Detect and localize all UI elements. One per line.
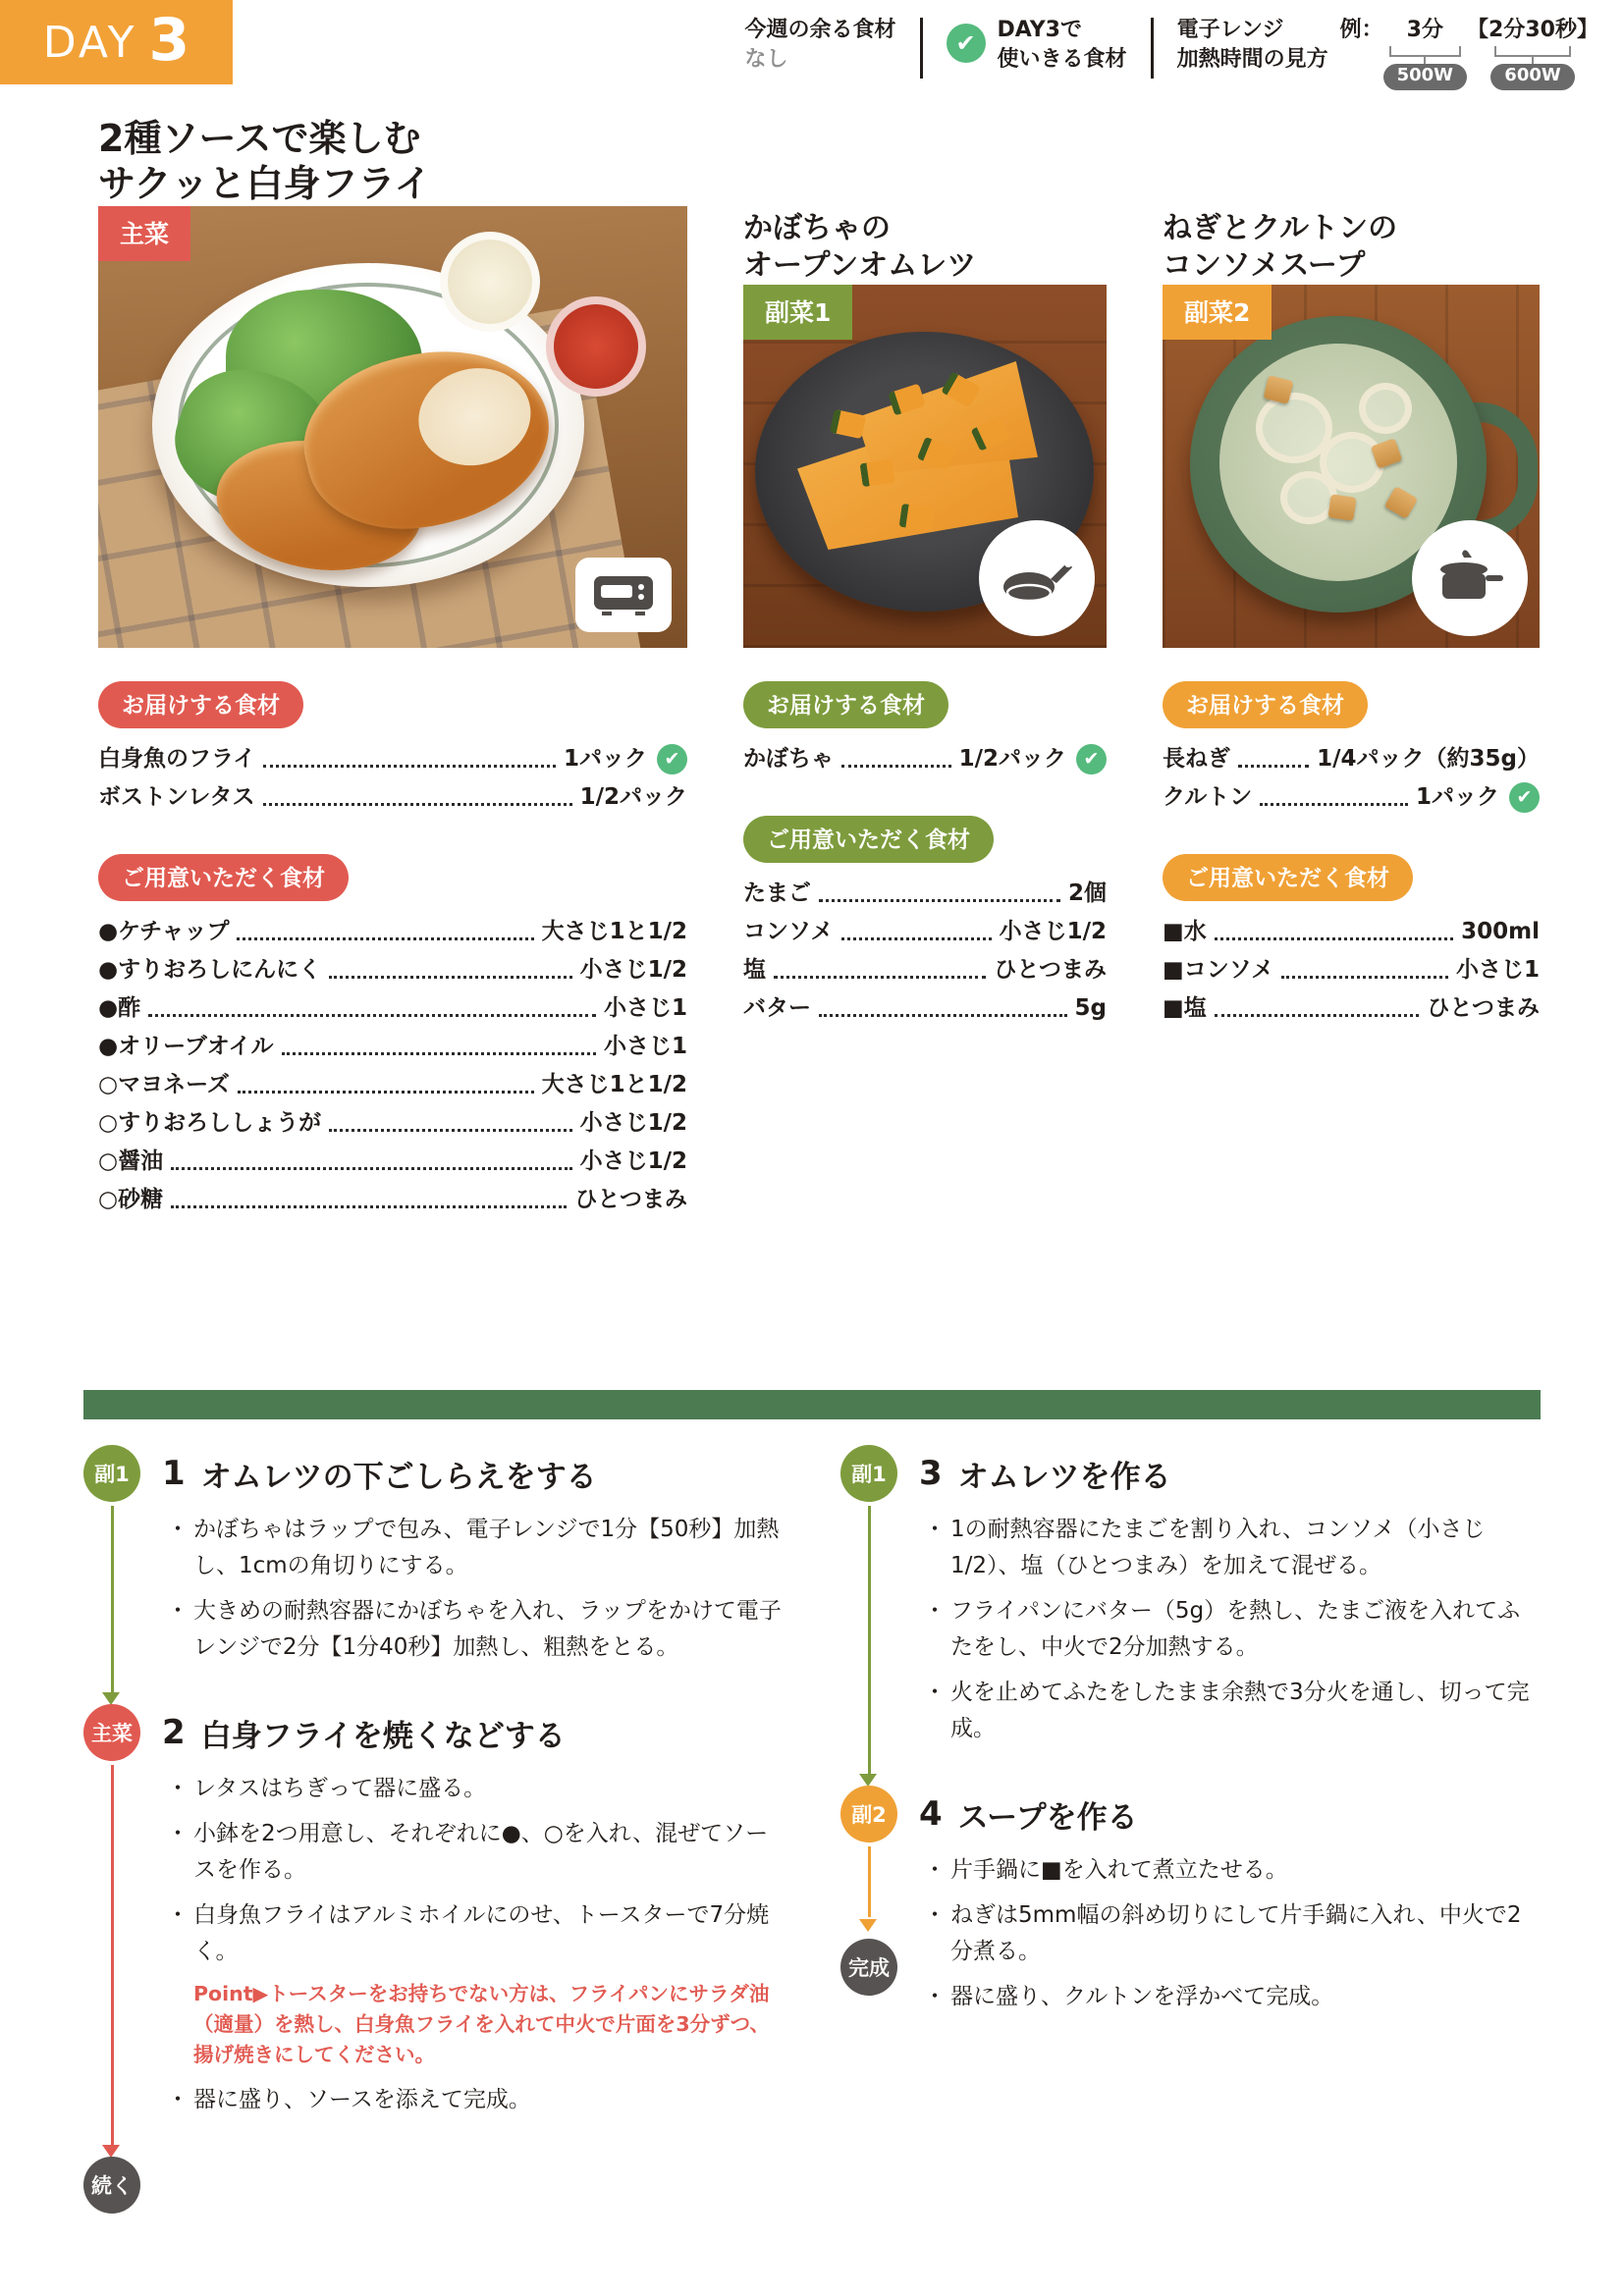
bullet-dot: ・ bbox=[923, 1598, 947, 1624]
ingredient-name: ●オリーブオイル bbox=[98, 1034, 274, 1059]
dotted-leader bbox=[1238, 765, 1309, 768]
ingredient-name: バター bbox=[743, 995, 811, 1021]
step-rail bbox=[83, 1704, 146, 2127]
flow-line bbox=[111, 1765, 114, 2145]
bullet-dot: ・ bbox=[923, 1857, 947, 1883]
section-divider-bar bbox=[83, 1390, 1541, 1419]
step-4 bbox=[840, 1786, 1541, 2024]
step-badge-main: 主菜 bbox=[83, 1704, 140, 1761]
frying-pan-icon bbox=[979, 520, 1095, 636]
microwave-title bbox=[1177, 16, 1328, 75]
step-bullet bbox=[162, 1593, 784, 1666]
ingredient-amount: 大さじ1と1/2 bbox=[541, 1072, 687, 1097]
ingredient-name: ○醤油 bbox=[98, 1148, 164, 1174]
step-2 bbox=[83, 1704, 784, 2127]
microwave-group bbox=[1177, 16, 1598, 90]
bullet-dot: ・ bbox=[166, 1776, 189, 1801]
dotted-leader bbox=[1215, 937, 1453, 940]
dotted-leader bbox=[329, 976, 572, 979]
example-prefix: 例： bbox=[1339, 18, 1383, 42]
deliver-label: お届けする食材 bbox=[743, 681, 948, 728]
step-badge-side2: 副2 bbox=[840, 1786, 897, 1842]
ingredient-amount: 1/4パック（約35g） bbox=[1317, 746, 1540, 772]
title-line: サクッと白身フライ bbox=[98, 162, 432, 205]
flow-line bbox=[868, 1506, 871, 1774]
step-bullet bbox=[162, 1897, 784, 1970]
ingredient-name: たまご bbox=[743, 881, 811, 906]
dish-main bbox=[98, 116, 687, 1219]
ingredient-name: コンソメ bbox=[743, 919, 834, 944]
ingredient-amount: 小さじ1/2 bbox=[579, 1148, 687, 1174]
step-bullet bbox=[162, 2082, 784, 2118]
dotted-leader bbox=[841, 765, 951, 768]
bullet-dot: ・ bbox=[923, 1517, 947, 1542]
point-note bbox=[193, 1979, 784, 2070]
step-bullet bbox=[919, 1675, 1541, 1747]
ingredient-row bbox=[743, 875, 1107, 913]
ingredient-amount: 1/2パック bbox=[958, 746, 1066, 772]
bullet-text: 大きめの耐熱容器にかぼちゃを入れ、ラップをかけて電子レンジで2分【1分40秒】加熱し、粗熱をとる。 bbox=[193, 1598, 782, 1660]
leek-ring-art bbox=[1359, 383, 1412, 434]
leftover-value: なし bbox=[744, 47, 788, 72]
ingredient-row bbox=[98, 1181, 687, 1219]
step-number: 2 bbox=[162, 1713, 186, 1752]
day-number: 3 bbox=[148, 6, 190, 75]
ingredient-name: ●すりおろしにんにく bbox=[98, 957, 322, 983]
ingredient-name: かぼちゃ bbox=[743, 746, 834, 772]
step-number: 3 bbox=[919, 1454, 943, 1493]
bullet-dot: ・ bbox=[166, 2087, 189, 2112]
dish-side2 bbox=[1163, 116, 1540, 1219]
bullet-dot: ・ bbox=[923, 1680, 947, 1705]
step-rail bbox=[840, 1445, 903, 1756]
useup-line1: DAY3で bbox=[997, 18, 1082, 42]
title-line: ねぎとクルトンの bbox=[1163, 211, 1398, 245]
step-rail bbox=[83, 2157, 146, 2214]
prepare-label: ご用意いただく食材 bbox=[98, 854, 349, 901]
bullet-dot: ・ bbox=[166, 1517, 189, 1542]
step-badge-side1: 副1 bbox=[83, 1445, 140, 1502]
point-label: Point▶ bbox=[193, 1982, 269, 2005]
ingredient-row bbox=[98, 951, 687, 989]
ingredient-name: ●酢 bbox=[98, 995, 141, 1021]
example-600-group bbox=[1489, 16, 1577, 90]
useup-group bbox=[947, 16, 1127, 75]
dotted-leader bbox=[237, 937, 533, 940]
dotted-leader bbox=[1260, 803, 1408, 806]
ingredient-name: ■水 bbox=[1163, 919, 1207, 944]
step-heading: スープを作る bbox=[957, 1799, 1138, 1836]
header-info bbox=[745, 16, 1598, 90]
bracket-line bbox=[1389, 46, 1461, 57]
check-icon: ✔ bbox=[657, 744, 687, 774]
bullet-text: 1の耐熱容器にたまごを割り入れ、コンソメ（小さじ1/2）、塩（ひとつまみ）を加えて混ぜる。 bbox=[950, 1517, 1486, 1578]
step-3 bbox=[840, 1445, 1541, 1756]
ingredient-amount: 小さじ1/2 bbox=[999, 919, 1107, 944]
dotted-leader bbox=[819, 899, 1060, 902]
bullet-text: 火を止めてふたをしたまま余熱で3分火を通し、切って完成。 bbox=[950, 1680, 1530, 1741]
header-divider bbox=[1151, 18, 1154, 79]
crouton-art bbox=[1327, 494, 1356, 520]
ingredient-name: ●ケチャップ bbox=[98, 919, 230, 944]
day-badge bbox=[0, 0, 233, 84]
dotted-leader bbox=[148, 1014, 596, 1017]
toaster-oven-icon bbox=[575, 558, 672, 632]
ingredient-row bbox=[1163, 989, 1540, 1028]
ingredient-row bbox=[1163, 740, 1540, 778]
ingredient-amount: 小さじ1 bbox=[603, 1034, 687, 1059]
deliver-label: お届けする食材 bbox=[98, 681, 303, 728]
dish-side1-photo bbox=[743, 285, 1107, 648]
bracket-stem bbox=[1424, 57, 1426, 64]
ingredient-row bbox=[98, 989, 687, 1028]
useup-line2: 使いきる食材 bbox=[997, 47, 1127, 72]
ingredient-amount: 大さじ1と1/2 bbox=[541, 919, 687, 944]
step-title bbox=[919, 1445, 1541, 1502]
title-line: 2種ソースで楽しむ bbox=[98, 117, 421, 160]
ingredient-amount: 1/2パック bbox=[579, 784, 687, 810]
right-terminal bbox=[840, 1939, 897, 1996]
dotted-leader bbox=[282, 1052, 596, 1055]
check-icon: ✔ bbox=[1076, 744, 1107, 774]
step-rail bbox=[83, 1445, 146, 1675]
title-line: コンソメスープ bbox=[1163, 248, 1366, 283]
step-title bbox=[162, 1445, 784, 1502]
ingredient-amount: 1パック bbox=[1415, 784, 1499, 810]
steps-grid bbox=[83, 1419, 1541, 2214]
example-600-value: 2分30秒 bbox=[1489, 18, 1577, 42]
ingredient-name: ○マヨネーズ bbox=[98, 1072, 230, 1097]
flow-line bbox=[111, 1506, 114, 1692]
leftover-title: 今週の余る食材 bbox=[744, 18, 896, 42]
ingredient-row bbox=[98, 913, 687, 951]
ingredient-amount: ひとつまみ bbox=[574, 1187, 687, 1212]
header-divider bbox=[920, 18, 923, 79]
prepare-label: ご用意いただく食材 bbox=[743, 816, 994, 863]
mayo-sauce-cup-art bbox=[440, 232, 540, 332]
title-line: かぼちゃの bbox=[743, 211, 891, 245]
ingredient-row bbox=[98, 1066, 687, 1104]
category-badge-side2: 副菜2 bbox=[1163, 285, 1272, 340]
step-bullet bbox=[162, 1816, 784, 1889]
watt-500-badge: 500W bbox=[1383, 64, 1467, 90]
step-bullet bbox=[919, 1852, 1541, 1889]
ingredient-name: クルトン bbox=[1163, 784, 1253, 810]
check-icon: ✔ bbox=[947, 24, 986, 63]
ingredient-amount: 5g bbox=[1074, 995, 1107, 1021]
steps-section bbox=[83, 1390, 1541, 2214]
ingredient-row bbox=[743, 740, 1107, 778]
bullet-text: 器に盛り、ソースを添えて完成。 bbox=[193, 2087, 531, 2112]
ingredient-row bbox=[98, 1143, 687, 1181]
step-rail bbox=[840, 1786, 903, 2024]
ingredient-row bbox=[743, 951, 1107, 989]
leftover-text bbox=[745, 16, 896, 75]
step-content bbox=[162, 1704, 784, 2127]
bullet-dot: ・ bbox=[166, 1821, 189, 1846]
ingredient-amount: ひとつまみ bbox=[994, 957, 1107, 983]
dotted-leader bbox=[263, 803, 572, 806]
step-content bbox=[919, 1445, 1541, 1756]
step-content bbox=[919, 1786, 1541, 2024]
prepare-label: ご用意いただく食材 bbox=[1163, 854, 1413, 901]
done-badge: 完成 bbox=[840, 1939, 897, 1996]
check-icon: ✔ bbox=[1509, 782, 1540, 813]
point-text: トースターをお持ちでない方は、フライパンにサラダ油（適量）を熱し、白身魚フライを入れて中火で片面を3分ずつ、揚げ焼きにしてください。 bbox=[193, 1982, 770, 2066]
dotted-leader bbox=[1215, 1014, 1420, 1017]
ingredient-amount: 小さじ1/2 bbox=[579, 957, 687, 983]
dotted-leader bbox=[774, 976, 986, 979]
ingredient-amount: 小さじ1/2 bbox=[579, 1110, 687, 1136]
steps-right-column bbox=[840, 1445, 1541, 2214]
bullet-text: 器に盛り、クルトンを浮かべて完成。 bbox=[950, 1984, 1334, 2009]
ingredient-amount: ひとつまみ bbox=[1427, 995, 1540, 1021]
bullet-dot: ・ bbox=[923, 1984, 947, 2009]
day-label: DAY bbox=[42, 17, 137, 68]
step-content bbox=[162, 1445, 784, 1675]
example-500-value: 3分 bbox=[1406, 18, 1443, 42]
ingredient-row bbox=[98, 1104, 687, 1143]
ingredient-name: ○すりおろししょうが bbox=[98, 1110, 322, 1136]
title-line: オープンオムレツ bbox=[743, 248, 977, 283]
step-heading: 白身フライを焼くなどする bbox=[200, 1718, 566, 1754]
dotted-leader bbox=[263, 765, 556, 768]
bullet-text: ねぎは5mm幅の斜め切りにして片手鍋に入れ、中火で2分煮る。 bbox=[950, 1902, 1522, 1964]
step-heading: オムレツの下ごしらえをする bbox=[200, 1459, 597, 1495]
dish-main-photo bbox=[98, 206, 687, 648]
saucepan-icon bbox=[1412, 520, 1528, 636]
bullet-text: 白身魚フライはアルミホイルにのせ、トースターで7分焼く。 bbox=[193, 1902, 770, 1964]
ingredient-amount: 2個 bbox=[1067, 881, 1107, 906]
ingredient-name: 長ねぎ bbox=[1163, 746, 1230, 772]
useup-text bbox=[998, 16, 1127, 75]
step-bullet bbox=[162, 1771, 784, 1807]
ketchup-sauce-cup-art bbox=[546, 296, 646, 397]
dish-columns bbox=[98, 116, 1540, 1219]
step-number: 4 bbox=[919, 1794, 943, 1834]
ingredient-row bbox=[98, 1028, 687, 1066]
example-bracket-close: 】 bbox=[1576, 18, 1598, 42]
dish-main-title bbox=[98, 116, 687, 206]
ingredient-amount: 300ml bbox=[1461, 919, 1540, 944]
bullet-text: かぼちゃはラップで包み、電子レンジで1分【50秒】加熱し、1cmの角切りにする。 bbox=[193, 1517, 780, 1578]
dotted-leader bbox=[819, 1014, 1067, 1017]
ingredient-name: ■塩 bbox=[1163, 995, 1207, 1021]
ingredient-row bbox=[98, 740, 687, 778]
step-title bbox=[162, 1704, 784, 1761]
ingredient-name: 白身魚のフライ bbox=[98, 746, 256, 772]
step-bullet bbox=[919, 1593, 1541, 1666]
dish-side2-photo bbox=[1163, 285, 1540, 648]
left-terminal bbox=[83, 2157, 784, 2214]
step-bullet bbox=[919, 1979, 1541, 2015]
bullet-text: レタスはちぎって器に盛る。 bbox=[193, 1776, 487, 1801]
bullet-dot: ・ bbox=[923, 1902, 947, 1928]
bullet-text: 小鉢を2つ用意し、それぞれに●、○を入れ、混ぜてソースを作る。 bbox=[193, 1821, 769, 1883]
step-bullet bbox=[162, 1512, 784, 1584]
ingredient-name: 塩 bbox=[743, 957, 766, 983]
step-bullet bbox=[919, 1897, 1541, 1970]
watt-600-badge: 600W bbox=[1490, 64, 1574, 90]
flow-arrow-icon bbox=[859, 1919, 877, 1932]
dish-side1 bbox=[743, 116, 1107, 1219]
ingredient-amount: 1パック bbox=[563, 746, 647, 772]
dish-side2-title bbox=[1163, 210, 1540, 285]
leftover-group bbox=[745, 16, 896, 75]
ingredient-row bbox=[743, 913, 1107, 951]
dotted-leader bbox=[171, 1205, 567, 1208]
example-bracket-open: 【 bbox=[1467, 18, 1489, 42]
step-bullet bbox=[919, 1512, 1541, 1584]
bracket-line bbox=[1494, 46, 1571, 57]
ingredient-name: ■コンソメ bbox=[1163, 957, 1274, 983]
microwave-line1: 電子レンジ bbox=[1176, 18, 1284, 42]
dotted-leader bbox=[329, 1129, 572, 1132]
ingredient-row bbox=[98, 778, 687, 817]
bullet-dot: ・ bbox=[166, 1902, 189, 1928]
dish-side1-title bbox=[743, 210, 1107, 285]
continue-badge: 続く bbox=[83, 2157, 140, 2214]
microwave-line2: 加熱時間の見方 bbox=[1176, 47, 1328, 72]
ingredient-name: ボストンレタス bbox=[98, 784, 255, 810]
ingredient-row bbox=[1163, 913, 1540, 951]
step-number: 1 bbox=[162, 1454, 186, 1493]
dotted-leader bbox=[238, 1091, 534, 1094]
deliver-label: お届けする食材 bbox=[1163, 681, 1368, 728]
pumpkin-cube-art bbox=[898, 504, 934, 531]
step-1 bbox=[83, 1445, 784, 1675]
ingredient-amount: 小さじ1 bbox=[1455, 957, 1540, 983]
example-500-group bbox=[1383, 16, 1467, 90]
ingredient-row bbox=[1163, 951, 1540, 989]
bullet-text: 片手鍋に■を入れて煮立たせる。 bbox=[950, 1857, 1288, 1883]
category-badge-side1: 副菜1 bbox=[743, 285, 852, 340]
bullet-text: フライパンにバター（5g）を熱し、たまご液を入れてふたをし、中火で2分加熱する。 bbox=[950, 1598, 1521, 1660]
ingredient-row bbox=[743, 989, 1107, 1028]
steps-left-column bbox=[83, 1445, 784, 2214]
ingredient-row bbox=[1163, 778, 1540, 817]
bullet-dot: ・ bbox=[166, 1598, 189, 1624]
category-badge-main: 主菜 bbox=[98, 206, 190, 261]
dotted-leader bbox=[171, 1167, 572, 1170]
pumpkin-cube-art bbox=[859, 459, 894, 487]
step-heading: オムレツを作る bbox=[957, 1459, 1171, 1495]
ingredient-name: ○砂糖 bbox=[98, 1187, 164, 1212]
step-title bbox=[919, 1786, 1541, 1842]
microwave-example bbox=[1340, 16, 1598, 90]
dotted-leader bbox=[1281, 976, 1448, 979]
dotted-leader bbox=[841, 937, 992, 940]
step-badge-side1: 副1 bbox=[840, 1445, 897, 1502]
bracket-stem bbox=[1532, 57, 1534, 64]
ingredient-amount: 小さじ1 bbox=[603, 995, 687, 1021]
flow-line bbox=[868, 1846, 871, 1917]
